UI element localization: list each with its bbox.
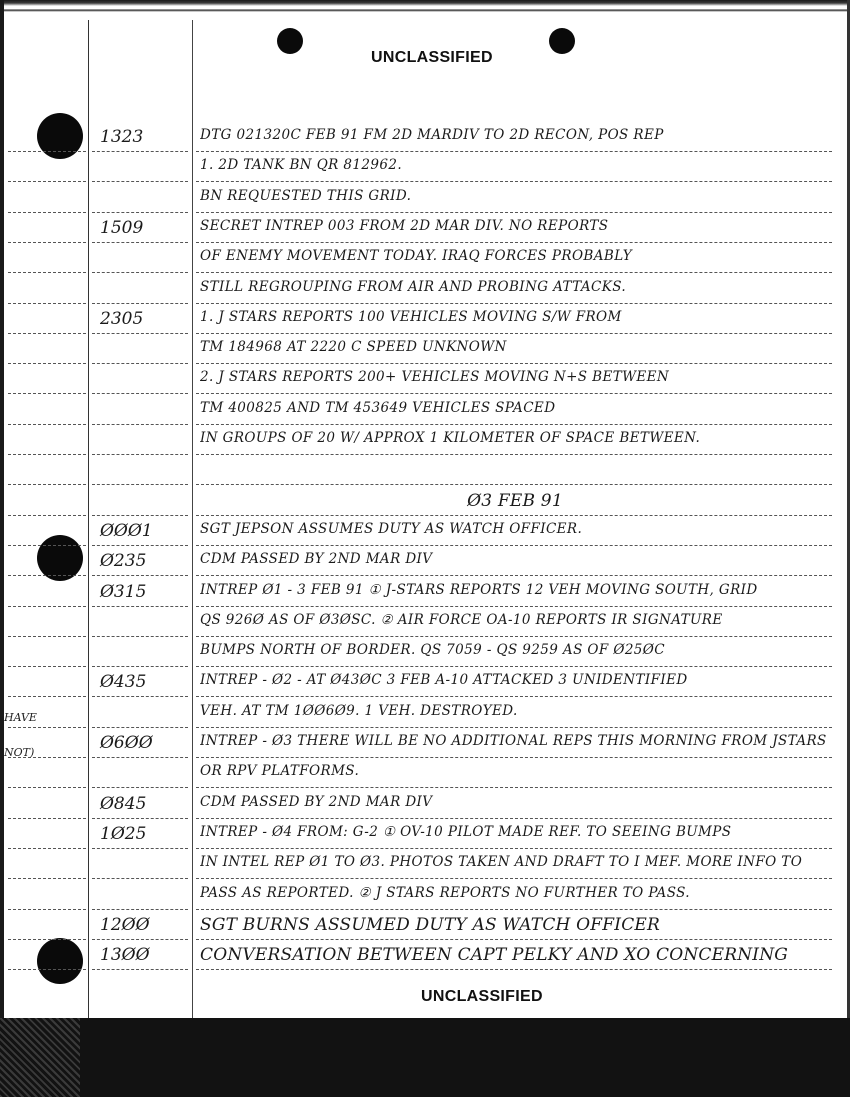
time-rule xyxy=(92,666,188,667)
entry-rule xyxy=(196,969,832,970)
left-rule xyxy=(8,515,86,516)
log-time: Ø315 xyxy=(100,581,147,602)
scan-top-edge xyxy=(0,0,850,22)
entry-rule xyxy=(196,545,832,546)
log-entry-text: CDM PASSED BY 2ND MAR DIV xyxy=(200,793,433,810)
entry-rule xyxy=(196,666,832,667)
time-rule xyxy=(92,909,188,910)
log-row xyxy=(0,305,850,335)
entry-rule xyxy=(196,272,832,273)
log-time: Ø6ØØ xyxy=(100,733,153,753)
time-rule xyxy=(92,151,188,152)
log-entry-text: QS 926Ø AS OF Ø3ØSC. ② AIR FORCE OA-10 REPORTS IR SIGNATURE xyxy=(200,611,723,628)
log-time: ØØØ1 xyxy=(100,520,153,541)
log-row xyxy=(0,759,850,789)
log-time: 12ØØ xyxy=(100,914,150,935)
left-rule xyxy=(8,212,86,213)
log-row xyxy=(0,608,850,638)
log-time: Ø845 xyxy=(100,793,147,814)
log-row xyxy=(0,396,850,426)
punch-hole-top-left xyxy=(277,28,303,54)
log-row xyxy=(0,244,850,274)
entry-rule xyxy=(196,484,832,485)
scan-bottom-edge xyxy=(0,1018,850,1097)
log-row xyxy=(0,335,850,365)
log-row xyxy=(0,365,850,395)
log-time: 1323 xyxy=(100,127,144,147)
entry-rule xyxy=(196,181,832,182)
log-row xyxy=(0,668,850,698)
log-row xyxy=(0,638,850,668)
log-entry-text: INTREP - Ø3 THERE WILL BE NO ADDITIONAL REPS THIS MORNING FROM JSTARS xyxy=(200,733,827,749)
left-rule xyxy=(8,818,86,819)
log-entry-text: DTG 021320C FEB 91 FM 2D MARDIV TO 2D RECON, POS REP xyxy=(200,127,664,143)
time-rule xyxy=(92,969,188,970)
entry-rule xyxy=(196,787,832,788)
entry-rule xyxy=(196,393,832,394)
left-rule xyxy=(8,393,86,394)
time-rule xyxy=(92,727,188,728)
left-rule xyxy=(8,151,86,152)
log-entry-text: SGT JEPSON ASSUMES DUTY AS WATCH OFFICER. xyxy=(200,520,583,537)
log-row xyxy=(0,184,850,214)
log-row xyxy=(0,729,850,759)
log-entry-text: 1. 2D TANK BN QR 812962. xyxy=(200,157,403,174)
margin-note-have: HAVE xyxy=(4,711,37,724)
log-entry-text: IN GROUPS OF 20 W/ APPROX 1 KILOMETER OF SPACE BETWEEN. xyxy=(200,430,701,446)
log-entry-text: 2. J STARS REPORTS 200+ VEHICLES MOVING N+S BETWEEN xyxy=(200,369,670,386)
time-rule xyxy=(92,363,188,364)
entry-rule xyxy=(196,878,832,879)
log-row xyxy=(0,547,850,577)
time-rule xyxy=(92,212,188,213)
punch-hole-top-right xyxy=(549,28,575,54)
left-rule xyxy=(8,424,86,425)
time-rule xyxy=(92,484,188,485)
left-rule xyxy=(8,333,86,334)
log-time: 2305 xyxy=(100,308,144,329)
entry-rule xyxy=(196,424,832,425)
time-rule xyxy=(92,818,188,819)
time-rule xyxy=(92,272,188,273)
left-rule xyxy=(8,939,86,940)
entry-rule xyxy=(196,363,832,364)
time-rule xyxy=(92,515,188,516)
entry-rule xyxy=(196,303,832,304)
left-rule xyxy=(8,909,86,910)
header-classification: UNCLASSIFIED xyxy=(371,49,493,66)
log-entry-text: CDM PASSED BY 2ND MAR DIV xyxy=(200,551,433,568)
left-rule xyxy=(8,484,86,485)
log-row xyxy=(0,911,850,941)
log-row xyxy=(0,881,850,911)
log-entry-text: INTREP Ø1 - 3 FEB 91 ① J-STARS REPORTS 12 VEH MOVING SOUTH, GRID xyxy=(200,581,758,598)
left-rule xyxy=(8,969,86,970)
left-rule xyxy=(8,363,86,364)
entry-rule xyxy=(196,727,832,728)
log-entry-text: CONVERSATION BETWEEN CAPT PELKY AND XO CONCERNING xyxy=(200,945,789,966)
margin-note-not: NOT) xyxy=(4,746,35,759)
time-rule xyxy=(92,545,188,546)
entry-rule xyxy=(196,515,832,516)
time-rule xyxy=(92,848,188,849)
time-rule xyxy=(92,242,188,243)
left-rule xyxy=(8,878,86,879)
log-time: 1509 xyxy=(100,217,144,238)
log-row xyxy=(0,517,850,547)
left-rule xyxy=(8,727,86,728)
entry-rule xyxy=(196,939,832,940)
log-entry-text: TM 184968 AT 2220 C SPEED UNKNOWN xyxy=(200,339,507,356)
log-time: Ø435 xyxy=(100,672,147,693)
left-rule xyxy=(8,666,86,667)
left-rule xyxy=(8,272,86,273)
log-entry-text: 1. J STARS REPORTS 100 VEHICLES MOVING S/W FROM xyxy=(200,308,622,325)
entry-rule xyxy=(196,575,832,576)
time-rule xyxy=(92,424,188,425)
log-row xyxy=(0,820,850,850)
time-rule xyxy=(92,878,188,879)
log-row xyxy=(0,850,850,880)
log-entry-text: STILL REGROUPING FROM AIR AND PROBING ATTACKS. xyxy=(200,278,627,295)
log-row xyxy=(0,487,850,517)
left-rule xyxy=(8,454,86,455)
log-row xyxy=(0,790,850,820)
log-row xyxy=(0,456,850,486)
log-row xyxy=(0,275,850,305)
scan-noise xyxy=(0,1018,80,1097)
time-rule xyxy=(92,393,188,394)
left-rule xyxy=(8,242,86,243)
log-row xyxy=(0,578,850,608)
log-entry-text: BN REQUESTED THIS GRID. xyxy=(200,187,412,204)
left-rule xyxy=(8,848,86,849)
log-entry-text: TM 400825 AND TM 453649 VEHICLES SPACED xyxy=(200,399,556,416)
entry-rule xyxy=(196,818,832,819)
log-entry-text: INTREP - Ø2 - AT Ø43ØC 3 FEB A-10 ATTACKED 3 UNIDENTIFIED xyxy=(200,672,688,689)
log-entry-text: VEH. AT TM 1ØØ6Ø9. 1 VEH. DESTROYED. xyxy=(200,702,518,719)
log-entry-text: PASS AS REPORTED. ② J STARS REPORTS NO FURTHER TO PASS. xyxy=(200,884,690,901)
log-time: 1Ø25 xyxy=(100,823,147,844)
entry-rule xyxy=(196,242,832,243)
log-entry-text: SECRET INTREP 003 FROM 2D MAR DIV. NO REPORTS xyxy=(200,217,609,234)
time-rule xyxy=(92,181,188,182)
entry-rule xyxy=(196,454,832,455)
left-rule xyxy=(8,181,86,182)
time-rule xyxy=(92,333,188,334)
entry-rule xyxy=(196,848,832,849)
entry-rule xyxy=(196,636,832,637)
time-rule xyxy=(92,757,188,758)
left-rule xyxy=(8,606,86,607)
log-row xyxy=(0,941,850,971)
time-rule xyxy=(92,696,188,697)
log-row xyxy=(0,426,850,456)
entry-rule xyxy=(196,909,832,910)
entry-rule xyxy=(196,606,832,607)
log-time: Ø235 xyxy=(100,551,147,572)
log-row xyxy=(0,123,850,153)
entry-rule xyxy=(196,151,832,152)
time-rule xyxy=(92,787,188,788)
time-rule xyxy=(92,454,188,455)
footer-classification: UNCLASSIFIED xyxy=(421,988,543,1005)
entry-rule xyxy=(196,212,832,213)
log-entry-text: IN INTEL REP Ø1 TO Ø3. PHOTOS TAKEN AND DRAFT TO I MEF. MORE INFO TO xyxy=(200,854,803,871)
log-row xyxy=(0,699,850,729)
left-rule xyxy=(8,545,86,546)
left-rule xyxy=(8,636,86,637)
time-rule xyxy=(92,606,188,607)
log-entry-text: BUMPS NORTH OF BORDER. QS 7059 - QS 9259 AS OF Ø25ØC xyxy=(200,642,665,659)
log-time: 13ØØ xyxy=(100,945,150,966)
log-entry-text: OR RPV PLATFORMS. xyxy=(200,763,360,780)
left-rule xyxy=(8,303,86,304)
log-entry-text: Ø3 FEB 91 xyxy=(467,490,563,511)
left-rule xyxy=(8,696,86,697)
log-entry-text: SGT BURNS ASSUMED DUTY AS WATCH OFFICER xyxy=(200,914,661,935)
log-row xyxy=(0,153,850,183)
log-entry-text: OF ENEMY MOVEMENT TODAY. IRAQ FORCES PROBABLY xyxy=(200,248,633,265)
left-rule xyxy=(8,575,86,576)
time-rule xyxy=(92,636,188,637)
time-rule xyxy=(92,303,188,304)
log-row xyxy=(0,214,850,244)
log-entry-text: INTREP - Ø4 FROM: G-2 ① OV-10 PILOT MADE REF. TO SEEING BUMPS xyxy=(200,823,732,840)
entry-rule xyxy=(196,333,832,334)
entry-rule xyxy=(196,696,832,697)
entry-rule xyxy=(196,757,832,758)
time-rule xyxy=(92,575,188,576)
time-rule xyxy=(92,939,188,940)
left-rule xyxy=(8,787,86,788)
